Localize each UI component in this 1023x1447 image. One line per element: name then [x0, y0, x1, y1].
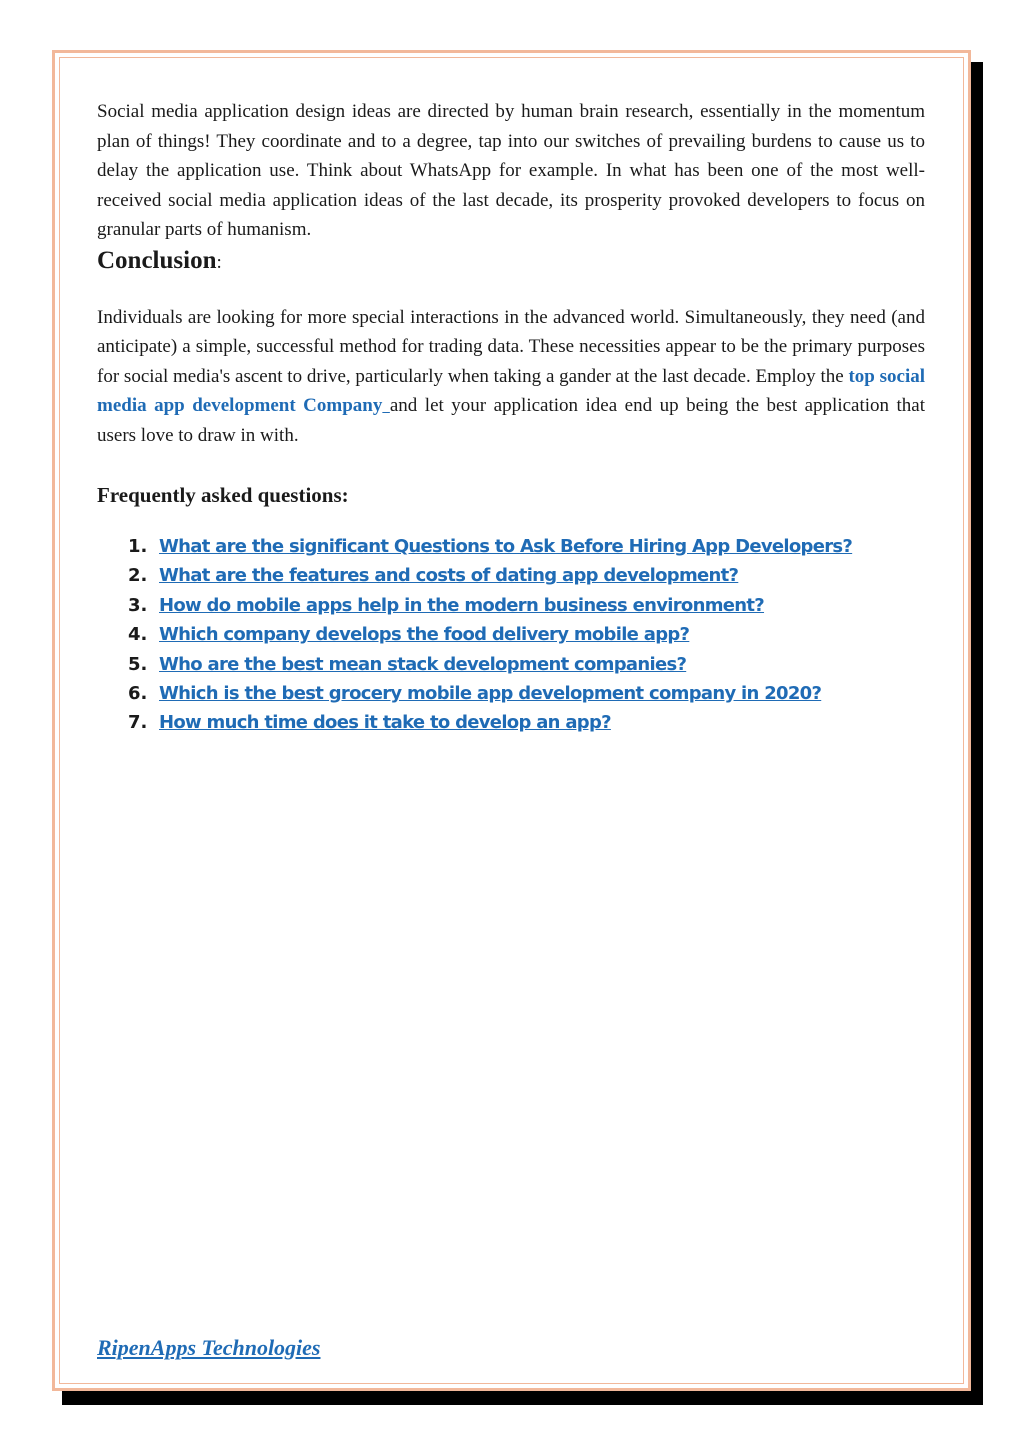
conclusion-text-after-link: and let your application idea end up being the best application that users love to draw in with. [97, 395, 926, 446]
faq-link[interactable]: Who are the best mean stack development companies? [159, 653, 687, 675]
faq-item-number: 2. [128, 565, 148, 587]
faq-link[interactable]: Which company develops the food delivery mobile app? [159, 624, 690, 646]
faq-heading: Frequently asked questions: [97, 483, 349, 507]
faq-item-number: 7. [128, 712, 148, 734]
conclusion-text-before-link: Individuals are looking for more special interactions in the advanced world. Simultaneously, they need (and anticipate) a simple, successful method for trading data. These necessities appear to be the primary purposes for social media's ascent to drive, particularly when taking a gander at the last decade. Employ the [97, 306, 925, 387]
footer-brand-link[interactable]: RipenApps Technologies [97, 1335, 321, 1360]
faq-item-number: 1. [128, 536, 148, 557]
faq-link[interactable]: How do mobile apps help in the modern business environment? [159, 594, 765, 616]
document-content [97, 97, 925, 738]
faq-item-number: 6. [128, 683, 148, 705]
faq-item-number: 5. [128, 653, 148, 675]
faq-item [128, 620, 925, 649]
intro-paragraph: Social media application design ideas are directed by human brain research, essentially in the momentum plan of things! They coordinate and to a degree, tap into our switches of prevailing burdens to cause us to delay the application use. Think about WhatsApp for example. In what has been one of the most well-received social media application ideas of the last decade, its prosperity provoked developers to focus on granular parts of humanism. [97, 101, 925, 240]
faq-link[interactable]: How much time does it take to develop an app? [159, 712, 611, 734]
faq-link[interactable]: What are the features and costs of dating app development? [159, 565, 739, 587]
conclusion-paragraph [97, 303, 925, 451]
conclusion-heading-text: Conclusion [97, 246, 217, 274]
faq-item [128, 708, 925, 737]
faq-item [128, 650, 925, 679]
link-trailing-space [382, 395, 390, 416]
faq-item [128, 532, 925, 561]
faq-item-number: 4. [128, 624, 148, 646]
top-social-media-company-link-text: top social media app development Company [97, 365, 926, 416]
faq-item [128, 561, 925, 590]
faq-link[interactable]: What are the significant Questions to Ask Before Hiring App Developers? [159, 536, 853, 557]
faq-link[interactable]: Which is the best grocery mobile app development company in 2020? [159, 683, 822, 705]
faq-item [128, 679, 925, 708]
faq-item-number: 3. [128, 594, 148, 616]
conclusion-heading [97, 246, 925, 278]
faq-item [128, 591, 925, 620]
conclusion-heading-colon: : [216, 251, 222, 273]
faq-list [97, 532, 925, 738]
